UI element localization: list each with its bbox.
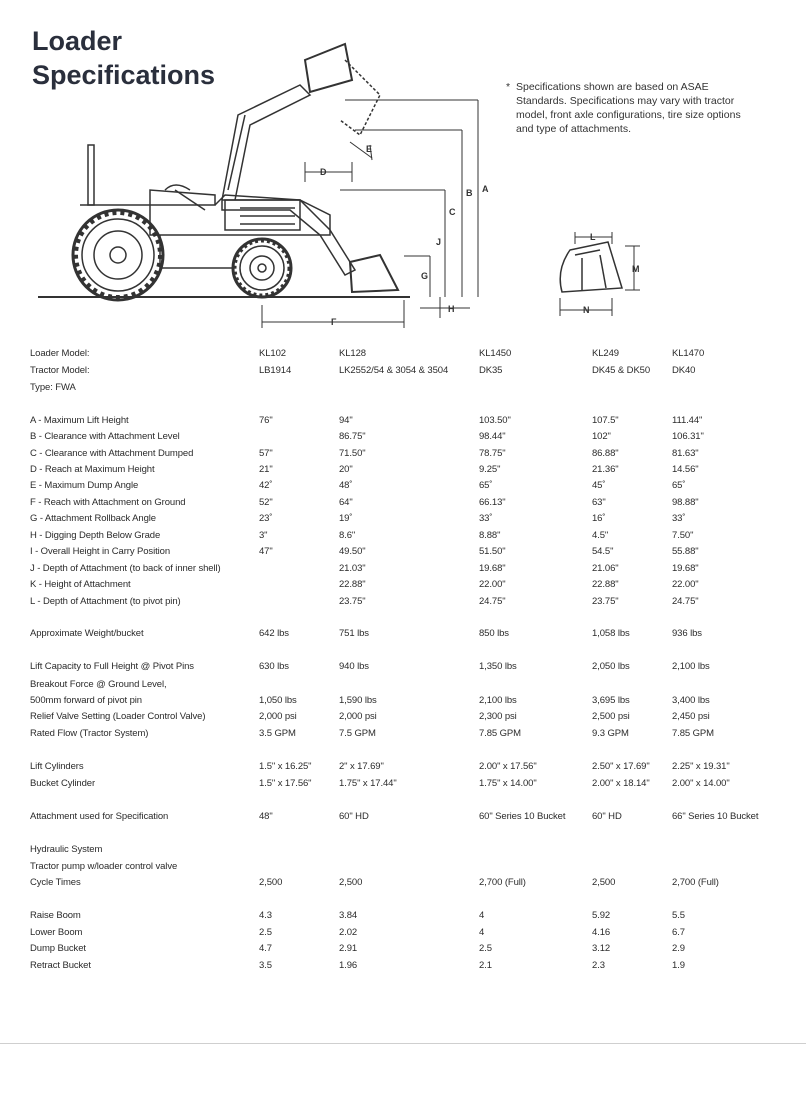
svg-text:C: C — [449, 207, 456, 217]
spec-value-col5: 936 lbs — [672, 628, 702, 639]
spec-value-col3: DK35 — [479, 365, 503, 376]
loader-diagram — [0, 0, 806, 340]
spec-value-col3: 1,350 lbs — [479, 661, 517, 672]
spec-value-col5: 22.00" — [672, 579, 699, 590]
spec-value-col2: LK2552/54 & 3054 & 3504 — [339, 365, 449, 376]
spec-value-col1: 2.5 — [259, 927, 272, 938]
row-label: Retract Bucket — [30, 960, 91, 971]
spec-value-col2: 21.03" — [339, 563, 366, 574]
spec-value-col3: 9.25" — [479, 464, 501, 475]
spec-value-col2: 751 lbs — [339, 628, 369, 639]
spec-value-col5: 2.00" x 14.00" — [672, 778, 730, 789]
spec-value-col5: 2,100 lbs — [672, 661, 710, 672]
row-label: I - Overall Height in Carry Position — [30, 546, 171, 557]
row-label: L - Depth of Attachment (to pivot pin) — [30, 596, 181, 607]
spec-value-col5: 5.5 — [672, 910, 685, 921]
row-label: Tractor pump w/loader control valve — [30, 861, 178, 872]
note-asterisk: * — [506, 81, 511, 93]
row-label: G - Attachment Rollback Angle — [30, 513, 156, 524]
spec-value-col5: 55.88" — [672, 546, 699, 557]
spec-value-col3: 4 — [479, 927, 485, 938]
bucket-dimension-lines — [560, 232, 640, 316]
spec-value-col2: 19˚ — [339, 513, 353, 524]
spec-value-col4: DK45 & DK50 — [592, 365, 651, 376]
spec-value-col2: 49.50" — [339, 546, 366, 557]
row-label: 500mm forward of pivot pin — [30, 695, 142, 706]
spec-value-col1: 57" — [259, 448, 273, 459]
spec-value-col4: 3,695 lbs — [592, 695, 630, 706]
spec-value-col5: 3,400 lbs — [672, 695, 710, 706]
spec-value-col4: 107.5" — [592, 415, 619, 426]
spec-value-col3: KL1450 — [479, 348, 512, 359]
svg-text:M: M — [632, 264, 640, 274]
title-line-1: Loader — [32, 26, 123, 56]
spec-value-col1: 48" — [259, 811, 273, 822]
row-label: Lower Boom — [30, 927, 83, 938]
spec-value-col5: 2.25" x 19.31" — [672, 761, 730, 772]
svg-text:A: A — [482, 184, 489, 194]
row-label: C - Clearance with Attachment Dumped — [30, 448, 194, 459]
spec-value-col3: 2.5 — [479, 943, 492, 954]
spec-value-col4: 86.88" — [592, 448, 619, 459]
row-label: A - Maximum Lift Height — [30, 415, 129, 426]
row-label: H - Digging Depth Below Grade — [30, 530, 161, 541]
row-label: Approximate Weight/bucket — [30, 628, 144, 639]
svg-text:H: H — [448, 304, 455, 314]
spec-value-col4: KL249 — [592, 348, 619, 359]
spec-value-col3: 2,100 lbs — [479, 695, 517, 706]
spec-value-col2: 20" — [339, 464, 353, 475]
spec-value-col3: 24.75" — [479, 596, 506, 607]
spec-value-col5: 65˚ — [672, 480, 686, 491]
spec-value-col2: 3.84 — [339, 910, 358, 921]
spec-value-col4: 16˚ — [592, 513, 606, 524]
spec-value-col4: 3.12 — [592, 943, 611, 954]
row-label: Cycle Times — [30, 877, 81, 888]
spec-value-col2: 1.96 — [339, 960, 358, 971]
spec-value-col3: 4 — [479, 910, 485, 921]
row-label: Attachment used for Specification — [30, 811, 169, 822]
spec-value-col5: 111.44" — [672, 415, 703, 426]
loader-arm-lowered-icon — [222, 200, 398, 292]
spec-value-col1: 47" — [259, 546, 273, 557]
spec-value-col1: 1.5" x 16.25" — [259, 761, 312, 772]
spec-value-col4: 2,500 psi — [592, 711, 630, 722]
row-label: Rated Flow (Tractor System) — [30, 728, 149, 739]
spec-value-col1: 630 lbs — [259, 661, 289, 672]
row-label: Lift Cylinders — [30, 761, 84, 772]
spec-value-col1: 42˚ — [259, 480, 273, 491]
spec-value-col2: 48˚ — [339, 480, 353, 491]
spec-value-col3: 51.50" — [479, 546, 506, 557]
row-label: Tractor Model: — [30, 365, 90, 376]
spec-value-col4: 102" — [592, 431, 611, 442]
spec-value-col5: 2.9 — [672, 943, 685, 954]
spec-value-col2: 64" — [339, 497, 353, 508]
spec-value-col1: 642 lbs — [259, 628, 289, 639]
spec-value-col4: 45˚ — [592, 480, 606, 491]
spec-value-col5: KL1470 — [672, 348, 705, 359]
spec-value-col1: 3" — [259, 530, 268, 541]
spec-value-col2: 8.6" — [339, 530, 356, 541]
spec-value-col5: 19.68" — [672, 563, 699, 574]
spec-value-col1: 76" — [259, 415, 273, 426]
spec-value-col3: 65˚ — [479, 480, 493, 491]
spec-value-col4: 1,058 lbs — [592, 628, 630, 639]
spec-value-col4: 2.3 — [592, 960, 605, 971]
spec-value-col5: 33˚ — [672, 513, 686, 524]
spec-value-col3: 2.1 — [479, 960, 492, 971]
spec-value-col4: 2.50" x 17.69" — [592, 761, 650, 772]
spec-value-col5: 2,450 psi — [672, 711, 710, 722]
row-label: J - Depth of Attachment (to back of inner shell) — [30, 563, 221, 574]
spec-value-col1: 3.5 GPM — [259, 728, 296, 739]
spec-value-col4: 4.16 — [592, 927, 611, 938]
dimension-labels — [320, 144, 489, 327]
spec-value-col2: 60" HD — [339, 811, 369, 822]
spec-value-col1: 4.7 — [259, 943, 272, 954]
bucket-dimension-labels — [583, 232, 640, 315]
spec-value-col1: 1,050 lbs — [259, 695, 297, 706]
spec-value-col3: 8.88" — [479, 530, 501, 541]
spec-value-col4: 22.88" — [592, 579, 619, 590]
spec-value-col4: 60" HD — [592, 811, 622, 822]
spec-value-col2: 2.02 — [339, 927, 358, 938]
spec-value-col3: 19.68" — [479, 563, 506, 574]
row-label: Bucket Cylinder — [30, 778, 96, 789]
spec-value-col3: 60" Series 10 Bucket — [479, 811, 566, 822]
spec-value-col3: 103.50" — [479, 415, 511, 426]
spec-value-col5: 14.56" — [672, 464, 699, 475]
row-label: K - Height of Attachment — [30, 579, 131, 590]
spec-value-col5: 24.75" — [672, 596, 699, 607]
svg-text:N: N — [583, 305, 590, 315]
footer-divider — [0, 1043, 806, 1044]
spec-value-col3: 33˚ — [479, 513, 493, 524]
svg-text:J: J — [436, 237, 442, 247]
spec-value-col2: 22.88" — [339, 579, 366, 590]
spec-value-col1: LB1914 — [259, 365, 292, 376]
spec-value-col4: 21.36" — [592, 464, 619, 475]
spec-value-col4: 2,500 — [592, 877, 616, 888]
spec-value-col3: 66.13" — [479, 497, 506, 508]
spec-value-col3: 7.85 GPM — [479, 728, 521, 739]
loader-arm-raised-icon — [222, 44, 380, 200]
spec-value-col3: 78.75" — [479, 448, 506, 459]
row-label: B - Clearance with Attachment Level — [30, 431, 180, 442]
row-label: D - Reach at Maximum Height — [30, 464, 155, 475]
spec-value-col2: 2" x 17.69" — [339, 761, 384, 772]
spec-value-col5: DK40 — [672, 365, 696, 376]
svg-text:G: G — [421, 271, 429, 281]
spec-value-col3: 2,300 psi — [479, 711, 517, 722]
spec-value-col5: 7.85 GPM — [672, 728, 714, 739]
spec-value-col2: 94" — [339, 415, 353, 426]
spec-value-col5: 2,700 (Full) — [672, 877, 719, 888]
spec-value-col4: 9.3 GPM — [592, 728, 629, 739]
row-label: F - Reach with Attachment on Ground — [30, 497, 186, 508]
spec-value-col3: 98.44" — [479, 431, 506, 442]
spec-value-col5: 6.7 — [672, 927, 685, 938]
row-label: Hydraulic System — [30, 844, 103, 855]
spec-value-col1: 23˚ — [259, 513, 273, 524]
spec-value-col5: 98.88" — [672, 497, 699, 508]
spec-value-col5: 81.63" — [672, 448, 699, 459]
spec-value-col4: 54.5" — [592, 546, 614, 557]
spec-value-col2: KL128 — [339, 348, 366, 359]
note-text: Specifications shown are based on ASAE Standards. Specifications may vary with tractor model, front axle configurations, tire size options and type of attachments. — [516, 81, 741, 135]
spec-value-col2: 86.75" — [339, 431, 366, 442]
spec-value-col2: 1,590 lbs — [339, 695, 377, 706]
svg-text:D: D — [320, 167, 327, 177]
spec-value-col1: 52" — [259, 497, 273, 508]
svg-text:E: E — [366, 144, 373, 154]
row-label: Lift Capacity to Full Height @ Pivot Pins — [30, 661, 194, 672]
svg-text:F: F — [331, 317, 337, 327]
spec-value-col5: 66" Series 10 Bucket — [672, 811, 759, 822]
spec-value-col4: 5.92 — [592, 910, 611, 921]
spec-value-col1: 4.3 — [259, 910, 272, 921]
spec-value-col3: 850 lbs — [479, 628, 509, 639]
spec-value-col2: 23.75" — [339, 596, 366, 607]
svg-text:B: B — [466, 188, 473, 198]
svg-text:L: L — [590, 232, 596, 242]
spec-value-col2: 7.5 GPM — [339, 728, 376, 739]
spec-value-col1: 2,500 — [259, 877, 283, 888]
row-label: Relief Valve Setting (Loader Control Valve) — [30, 711, 206, 722]
spec-value-col3: 2,700 (Full) — [479, 877, 526, 888]
row-label: Raise Boom — [30, 910, 81, 921]
spec-value-col3: 2.00" x 17.56" — [479, 761, 537, 772]
title-line-2: Specifications — [32, 60, 216, 90]
spec-value-col4: 2.00" x 18.14" — [592, 778, 650, 789]
spec-value-col3: 22.00" — [479, 579, 506, 590]
row-label: E - Maximum Dump Angle — [30, 480, 139, 491]
row-label: Type: FWA — [30, 382, 76, 393]
tractor-body-icon — [80, 145, 330, 268]
bucket-detail-icon — [560, 242, 622, 292]
spec-value-col2: 940 lbs — [339, 661, 369, 672]
spec-value-col5: 1.9 — [672, 960, 685, 971]
row-label: Loader Model: — [30, 348, 90, 359]
spec-value-col2: 2.91 — [339, 943, 358, 954]
spec-value-col3: 1.75" x 14.00" — [479, 778, 537, 789]
row-label: Breakout Force @ Ground Level, — [30, 679, 167, 690]
spec-value-col5: 7.50" — [672, 530, 694, 541]
front-wheel-icon — [233, 239, 291, 297]
spec-value-col4: 63" — [592, 497, 606, 508]
spec-value-col1: 21" — [259, 464, 273, 475]
spec-value-col2: 2,500 — [339, 877, 363, 888]
spec-value-col4: 4.5" — [592, 530, 609, 541]
spec-value-col4: 23.75" — [592, 596, 619, 607]
spec-value-col1: 2,000 psi — [259, 711, 297, 722]
spec-value-col2: 2,000 psi — [339, 711, 377, 722]
spec-value-col2: 71.50" — [339, 448, 366, 459]
spec-value-col5: 106.31" — [672, 431, 704, 442]
spec-value-col1: KL102 — [259, 348, 286, 359]
spec-value-col1: 1.5" x 17.56" — [259, 778, 312, 789]
spec-value-col4: 21.06" — [592, 563, 619, 574]
spec-value-col1: 3.5 — [259, 960, 272, 971]
spec-value-col4: 2,050 lbs — [592, 661, 630, 672]
spec-value-col2: 1.75" x 17.44" — [339, 778, 397, 789]
row-label: Dump Bucket — [30, 943, 86, 954]
